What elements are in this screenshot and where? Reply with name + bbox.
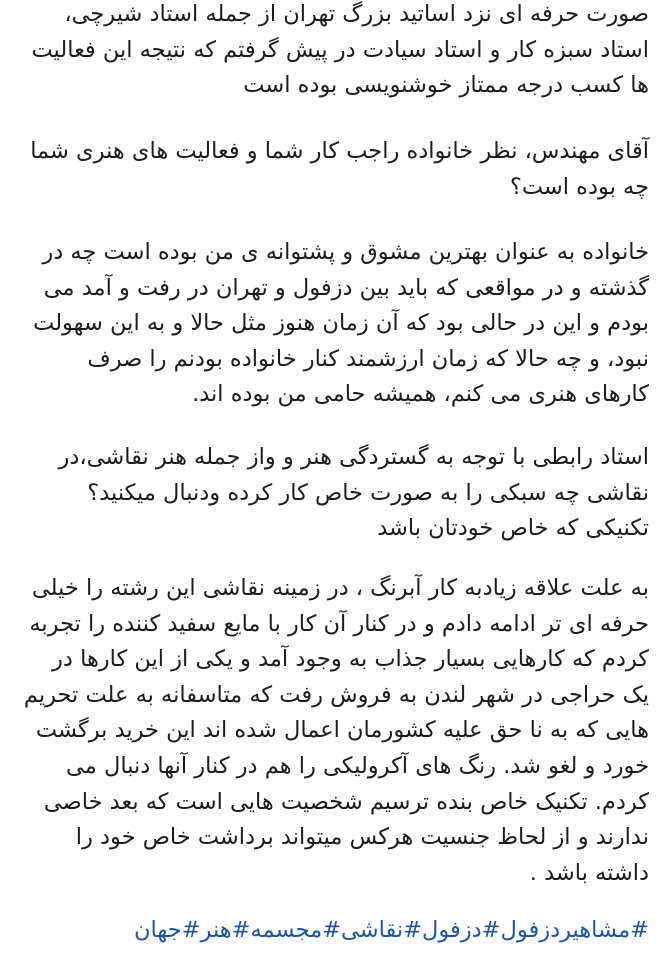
paragraph-4	[14, 440, 649, 547]
paragraph-3	[14, 235, 649, 413]
text-line: ندارند و از لحاظ جنسیت هرکس میتواند برداشت خاص خود را	[75, 824, 649, 851]
hashtag-link[interactable]: #نقاشی	[341, 917, 423, 943]
text-line: نقاشی چه سبکی را به صورت خاص کار کرده ودنبال میکنید؟	[87, 479, 649, 506]
text-line: نبود، و چه حالا که زمان ارزشمند کنار خانواده بودنم را صرف	[87, 345, 649, 372]
text-line: تکنیکی که خاص خودتان باشد	[377, 515, 649, 542]
paragraph-2	[14, 134, 649, 205]
paragraph-5	[14, 571, 649, 891]
text-line: ها کسب درجه ممتاز خوشنویسی بوده است	[243, 72, 649, 99]
text-line: خورد و لغو شد. رنگ های آکرولیکی را هم در کنار آنها دنبال می	[66, 752, 649, 779]
text-line: کارهای هنری می کنم، همیشه حامی من بوده اند.	[192, 381, 649, 408]
text-line: کردم. تکنیک خاص بنده ترسیم شخصیت هایی است که بعد خاصی	[43, 788, 649, 815]
text-line: استاد رابطی با توجه به گستردگی هنر و واز جمله هنر نقاشی،در	[58, 444, 649, 470]
text-line: کردم که کارهایی بسیار جذاب به وجود آمد و یکی از این کارها در	[52, 646, 649, 673]
hashtag-link[interactable]: #هنر	[200, 917, 251, 943]
text-line: یک حراجی در شهر لندن به فروش رفت که متاسفانه به علت تحریم	[23, 681, 649, 708]
text-line: صورت حرفه ای نزد اساتید بزرگ تهران از جمله استاد شیرچی،	[64, 1, 649, 27]
hashtag-link[interactable]: #مشاهیردزفول	[500, 917, 649, 943]
text-line: آقای مهندس، نظر خانواده راجب کار شما و فعالیت های هنری شما	[30, 138, 649, 164]
text-line: به علت علاقه زیادبه کار آبرنگ ، در زمینه نقاشی این رشته را خیلی	[31, 575, 649, 601]
text-line: هایی که به نا حق علیه کشورمان اعمال شده اند این خرید برگشت	[35, 717, 649, 744]
text-line: چه بوده است؟	[509, 173, 649, 200]
paragraph-1	[14, 0, 649, 104]
text-line: داشته باشد .	[529, 859, 649, 886]
text-line: حرفه ای تر ادامه دادم و در کنار آن کار با مایع سفید کننده را تجربه	[29, 610, 649, 637]
hashtag-row	[14, 912, 649, 948]
hashtag-link[interactable]: #دزفول	[422, 917, 501, 943]
hashtag-link[interactable]: #جهان	[134, 917, 201, 943]
text-line: بودم و این در حالی بود که آن زمان هنوز مثل حالا و به این سهولت	[33, 310, 649, 337]
text-line: گذشته و در مواقعی که باید بین دزفول و تهران در رفت و آمد می	[43, 274, 649, 301]
text-line: استاد سبزه کار و استاد سیادت در پیش گرفتم که نتیجه این فعالیت	[31, 36, 649, 63]
text-line: خانواده به عنوان بهترین مشوق و پشتوانه ی من بوده است چه در	[42, 239, 649, 265]
hashtag-link[interactable]: #مجسمه	[250, 917, 342, 943]
